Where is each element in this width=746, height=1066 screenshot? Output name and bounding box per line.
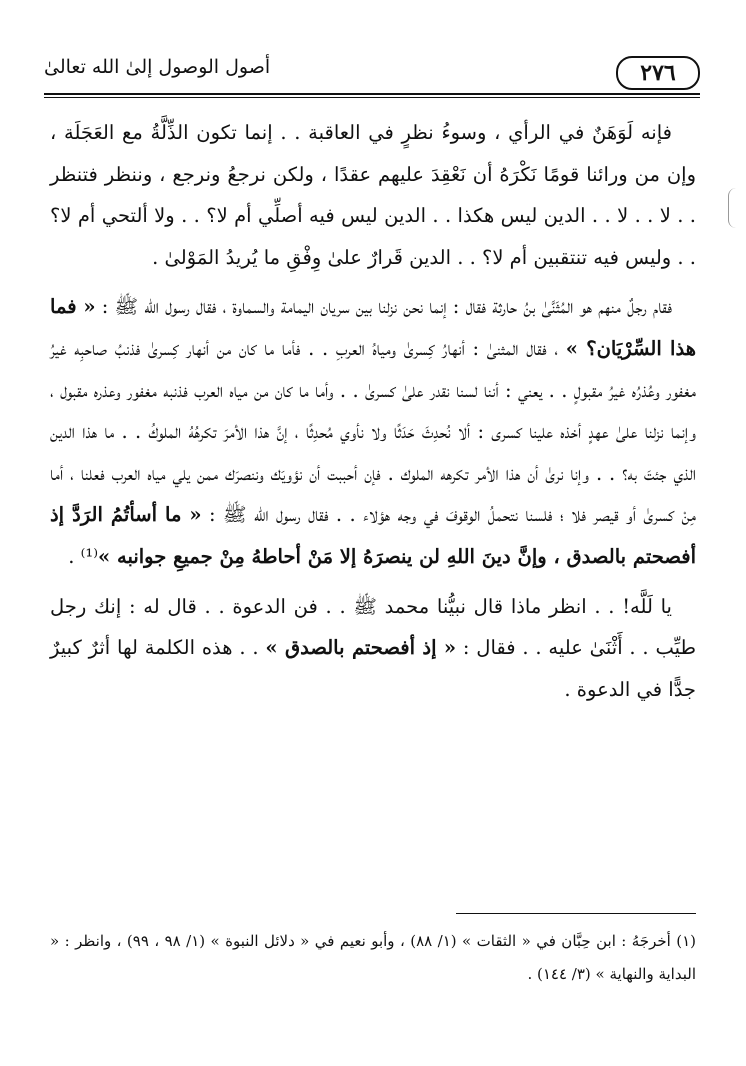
- paragraph-2: [50, 286, 696, 577]
- page-header: [44, 50, 700, 94]
- hadith-quote: « فما هذا السِّرْيَان؟ »: [50, 295, 696, 360]
- page-number: ٢٧٦: [616, 56, 700, 90]
- footnotes: [50, 925, 696, 991]
- header-rule: [44, 93, 700, 95]
- paragraph-1: [50, 112, 696, 278]
- footnote-1: (١) أخرجَهُ : ابن حِبَّان في « الثقات » (١/ ٨٨) ، وأبو نعيم في « دلائل النبوة » (١/ ٩٨ ، ٩٩) ، وانظر : « البداية والنهاية » (٣/ ١٤٤) .: [50, 932, 696, 983]
- paragraph-3: [50, 586, 696, 711]
- running-title: أصول الوصول إلىٰ الله تعالىٰ: [44, 56, 271, 78]
- main-text: [50, 112, 696, 710]
- paragraph-3-text: . . هذه الكلمة لها أثرٌ كبيرٌ جدًّا في الدعوة .: [50, 636, 696, 701]
- paragraph-1-text: فإنه لَوَهَنٌ في الرأي ، وسوءُ نظرٍ في العاقبة . . إنما تكون الذِّلَّةُ مع العَجَلَة ، وإن من ورائنا قومًا نَكْرَهُ أن نَعْقِدَ عليهم عقدًا ، ولكن نرجعُ ونرجع ، وننظر فتنظر . . لا . . لا . . الدين ليس هكذا . . الدين ليس فيه أصلِّي أم لا؟ . . ولا ألتحي أم لا؟ . . وليس فيه تنتقبين أم لا؟ . . الدين قَرارٌ علىٰ وِفْقِ ما يُريدُ المَوْلىٰ .: [50, 121, 696, 269]
- footnote-separator: [456, 913, 696, 914]
- hadith-quote: « إذ أفصحتم بالصدق »: [265, 636, 457, 660]
- paragraph-3-text: يا لَلَّه! . . انظر ماذا قال نبيُّنا محمد ﷺ . . فن الدعوة . . قال له : إنك رجل طيِّب . . أَثْنَىٰ عليه . . فقال :: [50, 594, 696, 660]
- header-rule-thin: [44, 97, 700, 98]
- paragraph-2-text: فقام رجلٌ منهم هو المُثَنَّىٰ بنُ حارثة فقال : إنما نحن نزلنا بين سريان اليمامة والسماوة ، فقال رسول الله ﷺ :: [95, 295, 672, 319]
- footnote-reference: ⁽¹⁾ .: [68, 544, 99, 568]
- paragraph-2-text: ، فقال المثنىٰ : أنهارُ كِسرىٰ ومياهُ العربِ . . فأما ما كان من أنهار كِسرىٰ فذنبُ صاحبِه غيرُ مغفور وعُذرُه غيرُ مقبولٍ . . يعني : أننا لسنا نقدر علىٰ كسرىٰ . . وأما ما كان من مياه العرب فذنبه مغفور وعذره مقبول ، وإنما نزلنا علىٰ عهدٍ أخذه علينا كسرى : ألا نُحدِثَ حَدَثًا ولا نأوي مُحدِثًا ، إنَّ هذا الأمرَ تكرهُهُ الملوكُ . . ما هذا الدين الذي جئتَ به؟ . . وإنا نرىٰ أن هذا الأمر تكرهه الملوك . فإن أحببت أن نؤويَك وننصرَك ممن يلي مياه العرب فعلنا ، أما مِنْ كسرىٰ أو قيصر فلا ؛ فلسنا نتحملُ الوقوفَ في وجه هؤلاء . . فقال رسول الله ﷺ :: [50, 336, 696, 527]
- margin-mark: [728, 188, 737, 228]
- hadith-quote: « ما أسأتُمُ الرَدَّ إذ أفصحتم بالصدق ، وإنَّ دينَ اللهِ لن ينصرَهُ إلا مَنْ أحاطهُ مِنْ جميعِ جوانبه »: [50, 503, 696, 568]
